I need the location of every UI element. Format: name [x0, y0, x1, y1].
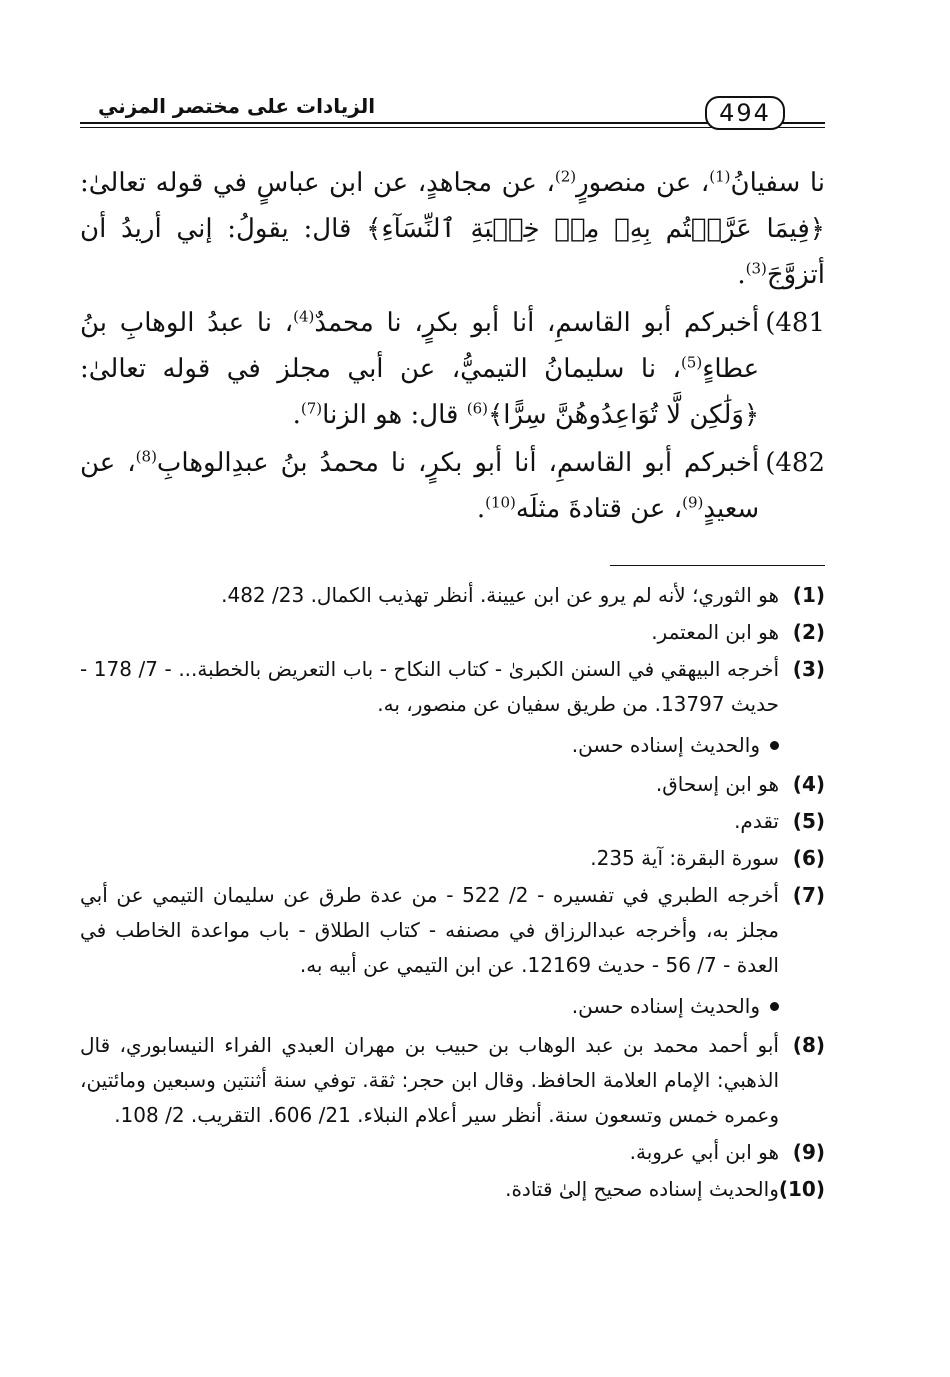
text-span: أخبركم أبو القاسمِ، أنا أبو بكرٍ، نا محمدٌ: [314, 308, 760, 338]
text-span: ، عن قتادةَ مثلَه: [515, 494, 683, 524]
text-span: ، نا سليمانُ التيميُّ، عن أبي مجلز في قوله تعالىٰ: ﴿وَلَٰكِن لَّا تُوَاعِدُوهُنَّ سِرًّا﴾: [80, 354, 760, 430]
footnote-text: هو ابن أبي عروبة.: [629, 1140, 779, 1164]
page-header: [80, 96, 825, 138]
footnote-ref: (8): [135, 447, 157, 466]
text-span: .: [292, 400, 301, 430]
footnote-number: (1): [792, 583, 825, 607]
footnote: [80, 615, 825, 650]
footnote: [80, 841, 825, 876]
hadith-grade: [80, 989, 779, 1024]
footnote: [80, 1135, 825, 1170]
footnote-text: والحديث إسناده صحيح إلىٰ قتادة.: [505, 1177, 779, 1201]
text-span: ، نا عبدُ الوهابِ بنُ عطاءٍ: [80, 308, 760, 384]
footnote: [80, 1028, 825, 1133]
text-span: قال: هو الزنا: [322, 400, 467, 430]
hadith-text: [80, 300, 759, 438]
footnote-ref: (1): [709, 167, 731, 186]
footnote-number: (9): [792, 1140, 825, 1164]
footnote-text: تقدم.: [734, 809, 779, 833]
footnote-number: (6): [792, 846, 825, 870]
footnote-ref: (9): [682, 493, 704, 512]
footnotes: [80, 578, 825, 1209]
footnote: [80, 804, 825, 839]
footnote-number: (5): [792, 809, 825, 833]
book-title: الزيادات على مختصر المزني: [92, 94, 381, 118]
hadith-482: [80, 440, 825, 532]
main-text: [80, 160, 825, 534]
page-number: 494: [705, 96, 785, 130]
hadith-number: 481): [765, 308, 825, 338]
footnote-number: (4): [792, 772, 825, 796]
footnote-ref: (10): [485, 493, 516, 512]
footnote-number: (8): [792, 1033, 825, 1057]
footnote-separator: [610, 565, 825, 566]
footnote-number: (10): [778, 1177, 825, 1201]
footnote-ref: (3): [745, 259, 767, 278]
footnote-ref: (7): [300, 399, 323, 418]
footnote-number: (2): [792, 620, 825, 644]
grade-text: والحديث إسناده حسن.: [571, 733, 760, 757]
footnote-text: هو الثوري؛ لأنه لم يرو عن ابن عيينة. أنظر تهذيب الكمال. 23/ 482.: [221, 583, 779, 607]
text-span: .: [737, 260, 746, 290]
hadith-text: [80, 440, 759, 532]
hadith-number: 482): [765, 448, 825, 478]
hadith-grade: [80, 728, 779, 763]
footnote: [80, 652, 825, 722]
bullet-icon: [770, 1002, 779, 1011]
footnote-text: أبو أحمد محمد بن عبد الوهاب بن حبيب بن مهران العبدي الفراء النيسابوري، قال الذهبي: الإمام العلامة الحافظ. وقال ابن حجر: ثقة. توفي سنة أثنتين وسبعين ومائتين، وعمره خمس وتسعون سنة. أنظر سير أعلام النبلاء. 21/ 606. التقريب. 2/ 108.: [80, 1033, 779, 1127]
footnote: [80, 767, 825, 802]
footnote-number: (7): [792, 883, 825, 907]
footnote-ref: (2): [554, 167, 577, 186]
text-span: أخبركم أبو القاسمِ، أنا أبو بكرٍ، نا محمدُ بنُ عبدِالوهابِ: [156, 448, 760, 478]
footnote-text: أخرجه الطبري في تفسيره - 2/ 522 - من عدة طرق عن سليمان التيمي عن أبي مجلز به، وأخرجه عبدالرزاق في مصنفه - كتاب الطلاق - باب مواعدة الخاطب في العدة - 7/ 56 - حديث 12169. عن ابن التيمي عن أبيه به.: [80, 883, 779, 977]
text-span: نا سفيانُ: [730, 168, 825, 198]
footnote: [80, 1172, 825, 1207]
footnote-text: سورة البقرة: آية 235.: [590, 846, 779, 870]
intro-paragraph: [80, 160, 825, 298]
footnote-ref: (5): [680, 353, 703, 372]
footnote-ref: (6): [466, 399, 489, 418]
hadith-481: [80, 300, 825, 438]
footnote-number: (3): [792, 657, 825, 681]
text-span: ، عن مجاهدٍ، عن ابن عباسٍ في قوله تعالىٰ: ﴿فِيمَا عَرَّضۡتُم بِهِۦ مِنۡ خِطۡبَةِ ٱلنِّسَآءِ﴾ قال: يقولُ: إني أريدُ أن أتزوَّجَ: [80, 168, 825, 290]
footnote-ref: (4): [293, 307, 315, 326]
footnote: [80, 878, 825, 983]
footnote-text: أخرجه البيهقي في السنن الكبرىٰ - كتاب النكاح - باب التعريض بالخطبة... - 7/ 178 - حديث 13797. من طريق سفيان عن منصور، به.: [80, 657, 779, 716]
footnote: [80, 578, 825, 613]
text-span: .: [476, 494, 486, 524]
text-span: ، عن منصورٍ: [576, 168, 710, 198]
text-span: ، عن سعيدٍ: [80, 448, 760, 524]
footnote-text: هو ابن المعتمر.: [651, 620, 779, 644]
footnote-text: هو ابن إسحاق.: [655, 772, 779, 796]
bullet-icon: [770, 741, 779, 750]
grade-text: والحديث إسناده حسن.: [571, 994, 760, 1018]
